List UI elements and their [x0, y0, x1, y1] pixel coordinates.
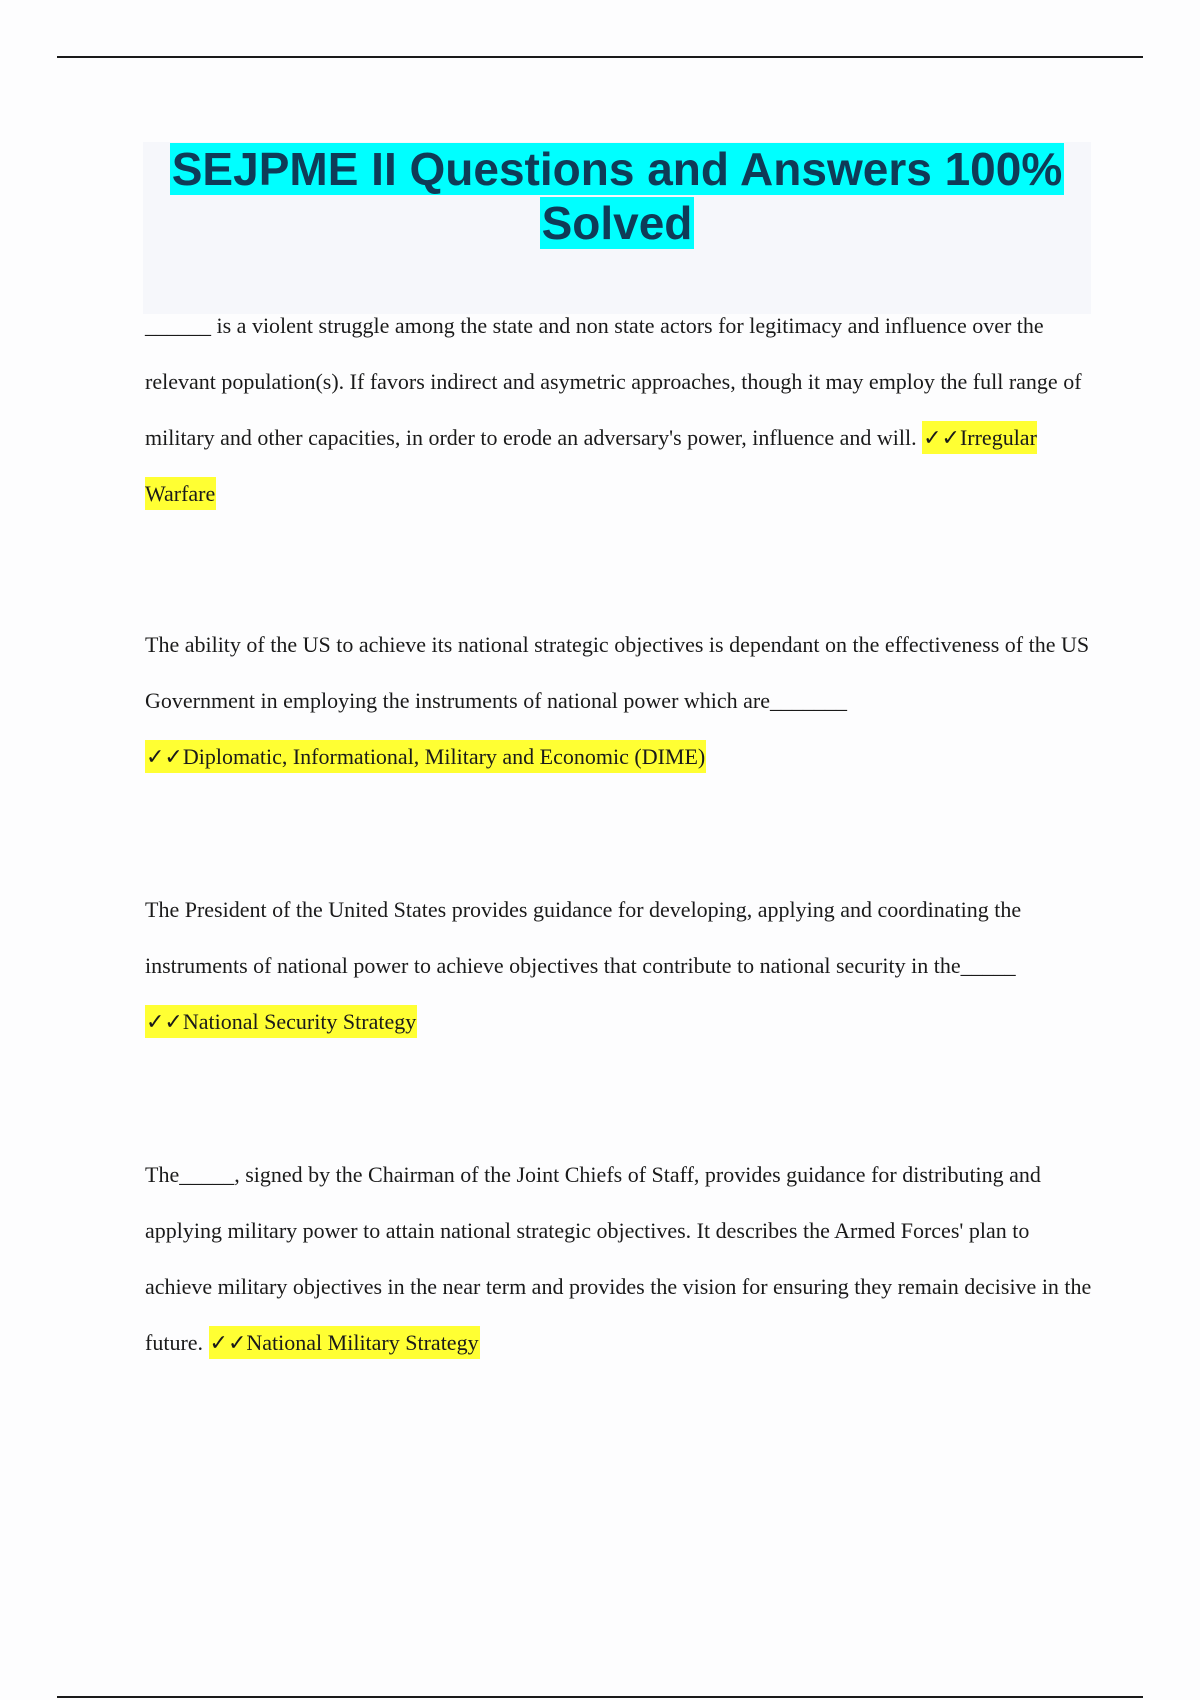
- question-text: The_____, signed by the Chairman of the Joint Chiefs of Staff, provides guidance for distributing and applying military power to attain national strategic objectives. It describes the Armed Forces' plan to achieve military objectives in the near term and provides the vision for ensuring they remain decisive in the future.: [145, 1162, 1092, 1355]
- answer-text: ✓✓National Military Strategy: [209, 1326, 480, 1359]
- question-text: The President of the United States provides guidance for developing, applying and coordinating the instruments of national power to achieve objectives that contribute to national security in the_____: [145, 897, 1022, 978]
- question-text: The ability of the US to achieve its national strategic objectives is dependant on the effectiveness of the US Government in employing the instruments of national power which are_______: [145, 632, 1090, 713]
- bottom-rule: [57, 1696, 1143, 1698]
- qa-item-1: [145, 298, 1095, 522]
- question-text: ______ is a violent struggle among the state and non state actors for legitimacy and influence over the relevant population(s). If favors indirect and asymetric approaches, though it may employ the full range of military and other capacities, in order to erode an adversary's power, influence and will.: [145, 313, 1082, 450]
- document-title-text: SEJPME II Questions and Answers 100% Solved: [171, 143, 1063, 249]
- answer-text: ✓✓National Security Strategy: [145, 1005, 417, 1038]
- answer-text: ✓✓Irregular Warfare: [145, 421, 1037, 510]
- title-block: [143, 142, 1091, 314]
- document-title: [143, 142, 1091, 250]
- answer-text: ✓✓Diplomatic, Informational, Military and Economic (DIME): [145, 740, 706, 773]
- qa-item-3: [145, 882, 1095, 1050]
- qa-item-2: [145, 617, 1095, 785]
- qa-item-4: [145, 1147, 1095, 1371]
- top-rule: [57, 56, 1143, 58]
